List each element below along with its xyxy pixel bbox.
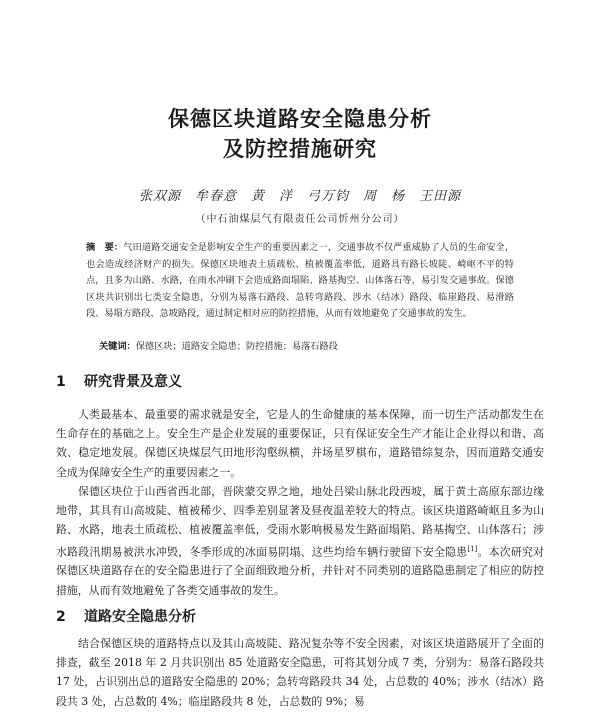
section-1-paragraph-1: 人类最基本、最重要的需求就是安全，它是人的生命健康的基本保障，而一切生产活动都发生在生命存在的基础之上。安全生产是企业发展的重要保证，只有保证安全生产才能让企业得以和谐、高效、稳定地发展。保德区块煤层气田地形沟壑纵横，并场星罗棋布，道路错综复杂，因而道路交通安全成为保障安全生产的重要因素之一。	[56, 408, 544, 479]
section-2-heading	[56, 606, 196, 626]
abstract-label: 摘 要：	[86, 242, 124, 253]
citation-1: [1]	[467, 544, 478, 553]
section-2-title: 道路安全隐患分析	[84, 609, 196, 625]
keywords-label: 关键词：	[99, 341, 136, 352]
keywords	[99, 339, 514, 355]
affiliation: （中石油煤层气有限责任公司忻州分公司）	[195, 214, 405, 225]
section-1-paragraph-2	[56, 482, 544, 600]
paper-title-line2: 及防控措施研究	[223, 137, 377, 161]
abstract-text: 气田道路交通安全是影响安全生产的重要因素之一，交通事故不仅严重威胁了人员的生命安全，也会造成经济财产的损失。保德区块地表土质疏松、植被覆盖率低，道路具有路长坡陡、崎岖不平的特点，且多为山路、水路，在雨水冲刷下会造成路面塌陷、路基掏空、山体落石等，易引发交通事故。保德区块共识别出七类安全隐患，分别为易落石路段、急转弯路段、涉水（结冰）路段、临崖路段、易滑路段、易塌方路段、急坡路段，通过制定相对应的防控措施，从而有效地避免了交通事故的发生。	[86, 242, 515, 320]
section-1-paragraph-2-text: 保德区块位于山西省西北部，晋陕蒙交界之地，地处吕梁山脉北段西坡，属于黄土高原东部边缘地带，其具有山高坡陡、植被稀少、四季差别显著及昼夜温差较大的特点。该区块道路崎岖且多为山路、水路，地表土质疏松、植被覆盖率低，受雨水影响极易发生路面塌陷、路基掏空、山体落石；涉水路段汛期易被洪水冲毁，冬季形成的冰面易阴塌、这些均给车辆行驶留下安全隐患	[56, 485, 544, 559]
keywords-text: 保德区块；道路安全隐患；防控措施；易落石路段	[135, 341, 338, 352]
section-2-paragraph-1: 结合保德区块的道路特点以及其山高坡陡、路况复杂等不安全因素，对该区块道路展开了全面的排查，截至 2018 年 2 月共识别出 85 处道路安全隐患，可将其划分成 7 类，分别为：易落石路段共 17 处，占识别出总的道路安全隐患的 20%；急转弯路段共 34 处，占总数的 40%；涉水（结冰）路段共 3 处，占总数的 4%；临崖路段共 8 处，占总数的 9%；易	[56, 637, 544, 708]
section-1-title: 研究背景及意义	[84, 374, 182, 390]
section-1-heading	[56, 371, 182, 391]
section-1-paragraph-2-tail: 。本次研究对保德区块道路存在的安全隐患进行了全面细致地分析，并针对不同类别的道路隐患制定了相应的防控措施，从而有效地避免了各类交通事故的发生。	[56, 545, 544, 597]
abstract	[86, 240, 514, 323]
section-1-number: 1	[56, 374, 66, 390]
paper-title-line1: 保德区块道路安全隐患分析	[168, 107, 432, 131]
author-list: 张双源 牟春意 黄 洋 弓万钧 周 杨 王田源	[138, 189, 461, 204]
section-2-number: 2	[56, 609, 66, 625]
